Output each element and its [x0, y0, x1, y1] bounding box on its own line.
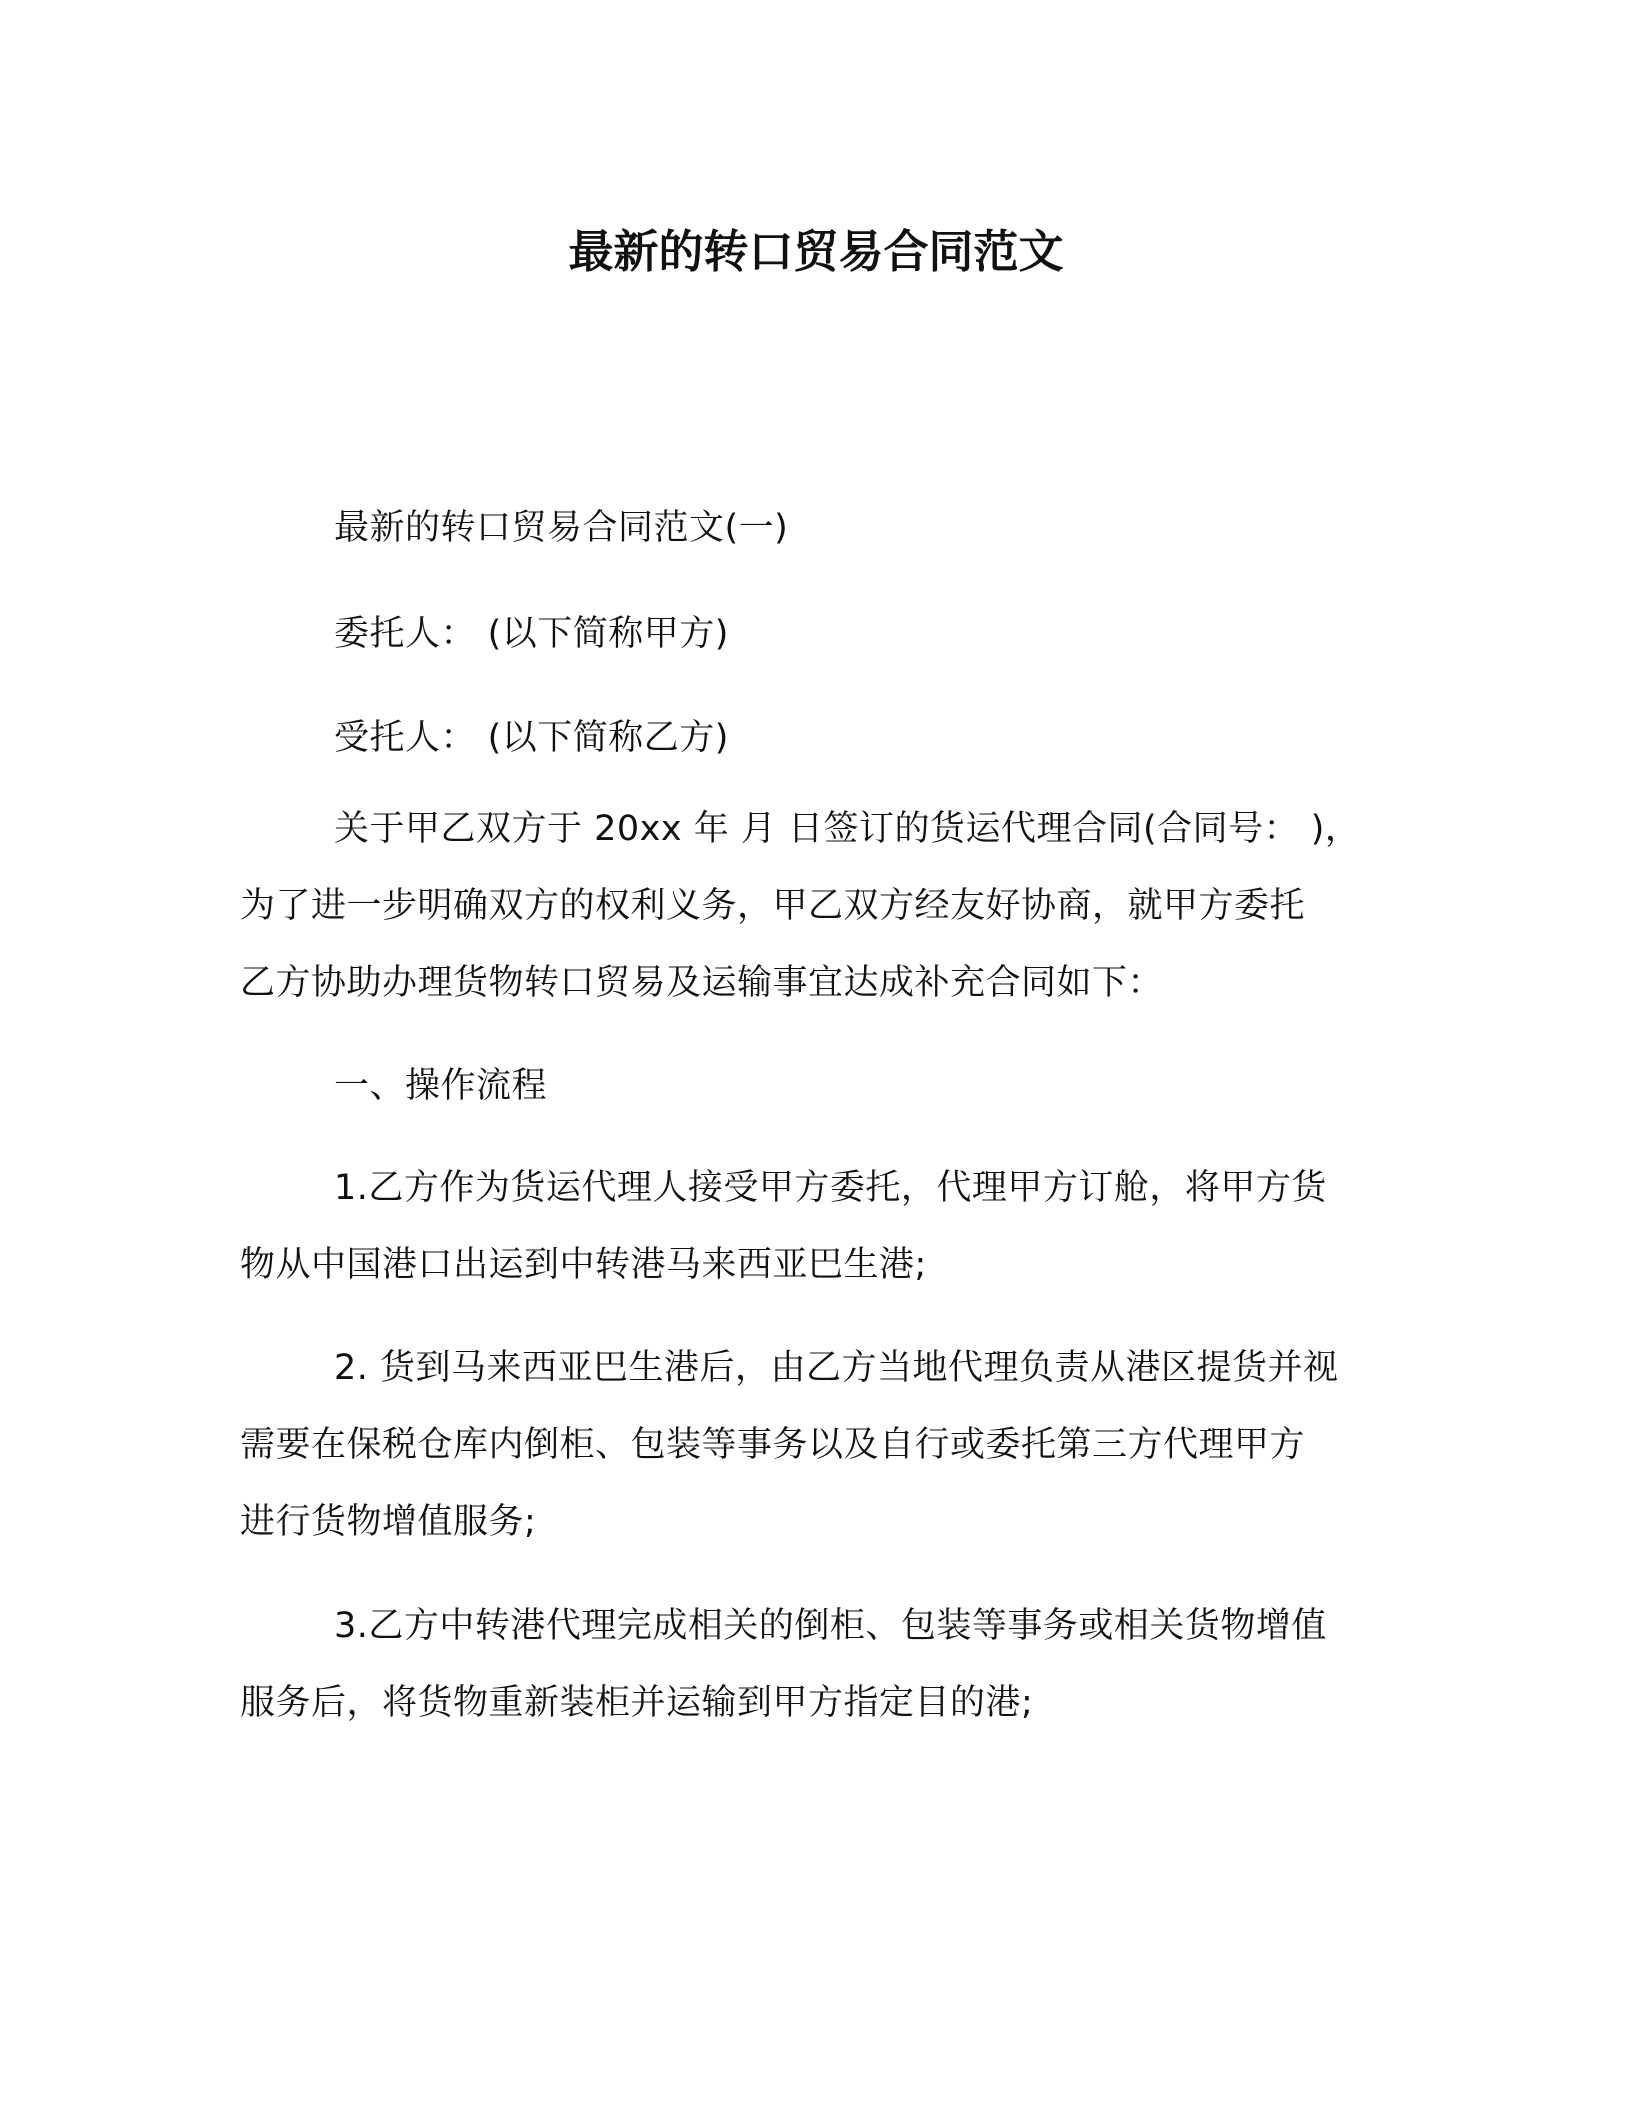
document-subtitle	[334, 490, 1494, 567]
intro-line-2: 为了进一步明确双方的权利义务，甲乙双方经友好协商，就甲方委托	[240, 886, 1306, 926]
section-heading-1	[334, 1048, 1494, 1125]
client-text: 委托人： (以下简称甲方)	[334, 614, 729, 654]
client-line	[334, 596, 1494, 673]
item-1	[240, 1150, 1400, 1304]
section-heading-text: 一、操作流程	[334, 1066, 548, 1106]
item-2-line-1: 2. 货到马来西亚巴生港后，由乙方当地代理负责从港区提货并视	[334, 1348, 1339, 1388]
intro-paragraph	[240, 791, 1400, 1022]
intro-line-3: 乙方协助办理货物转口贸易及运输事宜达成补充合同如下：	[240, 963, 1164, 1003]
agent-text: 受托人： (以下简称乙方)	[334, 718, 729, 758]
item-2-line-3: 进行货物增值服务;	[240, 1502, 537, 1542]
subtitle-text: 最新的转口贸易合同范文(一)	[334, 508, 789, 548]
item-2	[240, 1330, 1400, 1561]
item-3-line-2: 服务后，将货物重新装柜并运输到甲方指定目的港;	[240, 1683, 1034, 1723]
item-1-line-1: 1.乙方作为货运代理人接受甲方委托，代理甲方订舱，将甲方货	[334, 1168, 1327, 1208]
item-2-line-2: 需要在保税仓库内倒柜、包装等事务以及自行或委托第三方代理甲方	[240, 1425, 1306, 1465]
item-3-line-1: 3.乙方中转港代理完成相关的倒柜、包装等事务或相关货物增值	[334, 1606, 1327, 1646]
item-3	[240, 1588, 1400, 1742]
document-title: 最新的转口贸易合同范文	[568, 225, 1064, 278]
agent-line	[334, 700, 1494, 777]
intro-line-1: 关于甲乙双方于 20xx 年 月 日签订的货运代理合同(合同号： )，	[334, 809, 1361, 849]
item-1-line-2: 物从中国港口出运到中转港马来西亚巴生港;	[240, 1245, 927, 1285]
